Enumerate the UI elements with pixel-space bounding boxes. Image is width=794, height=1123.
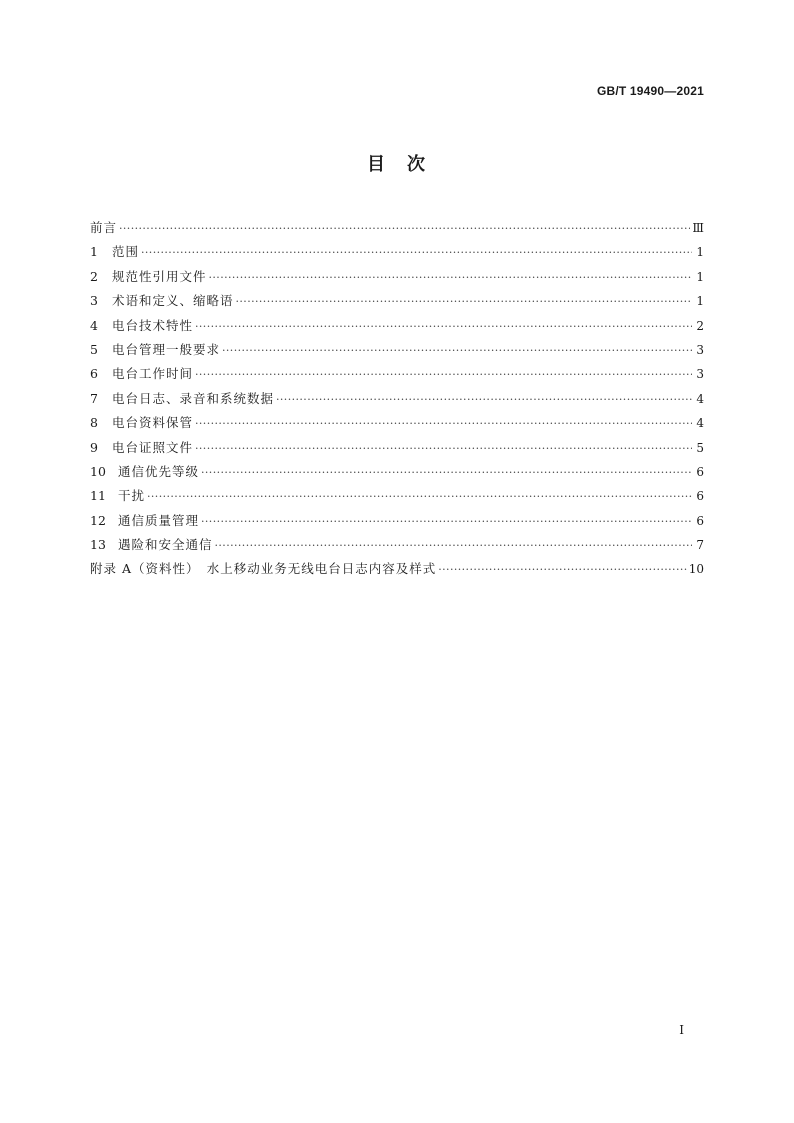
toc-entry-label: 范围 — [112, 244, 140, 260]
toc-entry-number: 9 — [90, 439, 98, 455]
toc-leader-dots — [195, 442, 692, 455]
toc-entry-4[interactable] — [90, 316, 704, 340]
toc-entry-number: 4 — [90, 317, 98, 333]
toc-entry-label: 附录 A（资料性） 水上移动业务无线电台日志内容及样式 — [90, 561, 437, 577]
toc-entry-label: 电台管理一般要求 — [112, 341, 221, 357]
toc-entry-2[interactable] — [90, 267, 704, 291]
toc-entry-1[interactable] — [90, 242, 704, 266]
toc-entry-5[interactable] — [90, 340, 704, 364]
toc-entry-page: 6 — [696, 464, 704, 479]
toc-leader-dots — [201, 515, 692, 528]
toc-leader-dots — [147, 490, 692, 503]
toc-entry-label: 通信质量管理 — [118, 512, 200, 528]
toc-leader-dots — [195, 320, 692, 333]
toc-entry-page: 4 — [696, 391, 704, 406]
toc-entry-foreword[interactable] — [90, 218, 704, 242]
toc-leader-dots — [215, 539, 692, 552]
toc-entry-10[interactable] — [90, 462, 704, 486]
toc-entry-number: 2 — [90, 268, 98, 284]
toc-entry-3[interactable] — [90, 291, 704, 315]
toc-entry-13[interactable] — [90, 535, 704, 559]
toc-entry-page: 2 — [696, 318, 704, 333]
toc-entry-number: 1 — [90, 244, 98, 260]
toc-entry-number: 8 — [90, 415, 98, 431]
toc-entry-number: 11 — [90, 488, 106, 504]
toc-leader-dots — [141, 246, 692, 259]
toc-entry-number: 6 — [90, 366, 98, 382]
toc-entry-label: 干扰 — [118, 488, 146, 504]
toc-entry-number: 3 — [90, 293, 98, 309]
toc-entry-12[interactable] — [90, 511, 704, 535]
toc-entry-page: 10 — [688, 562, 704, 577]
toc-entry-6[interactable] — [90, 364, 704, 388]
toc-entry-7[interactable] — [90, 389, 704, 413]
toc-entry-label: 电台技术特性 — [112, 317, 194, 333]
page-number: I — [679, 1023, 684, 1037]
toc-entry-number: 5 — [90, 341, 98, 357]
toc-entry-label: 电台日志、录音和系统数据 — [112, 390, 275, 406]
toc-entry-label: 前言 — [90, 220, 118, 235]
toc-entry-label: 通信优先等级 — [118, 463, 200, 479]
toc-entry-label: 术语和定义、缩略语 — [112, 293, 234, 309]
toc-entry-number: 7 — [90, 390, 98, 406]
toc-entry-annex-a[interactable] — [90, 559, 704, 583]
toc-entry-page: Ⅲ — [692, 221, 704, 235]
toc-leader-dots — [201, 466, 692, 479]
toc-entry-page: 6 — [696, 489, 704, 504]
toc-entry-page: 5 — [696, 440, 704, 455]
toc-entry-label: 电台证照文件 — [112, 439, 194, 455]
toc-entry-label: 遇险和安全通信 — [118, 537, 213, 553]
toc-leader-dots — [209, 271, 692, 284]
toc-leader-dots — [236, 295, 692, 308]
toc-title: 目 次 — [367, 154, 427, 175]
toc-entry-page: 1 — [696, 269, 704, 284]
toc-entry-number: 13 — [90, 537, 106, 553]
toc-entry-number: 10 — [90, 463, 106, 479]
toc-entry-11[interactable] — [90, 486, 704, 510]
document-code: GB/T 19490—2021 — [596, 84, 704, 98]
toc-entry-page: 4 — [696, 416, 704, 431]
toc-entry-label: 规范性引用文件 — [112, 268, 207, 284]
toc-list — [90, 218, 704, 584]
toc-entry-page: 3 — [696, 367, 704, 382]
toc-entry-8[interactable] — [90, 413, 704, 437]
toc-leader-dots — [276, 393, 692, 406]
toc-leader-dots — [195, 368, 692, 381]
toc-leader-dots — [438, 563, 686, 576]
toc-entry-number: 12 — [90, 512, 106, 528]
toc-leader-dots — [222, 344, 692, 357]
toc-leader-dots — [195, 417, 692, 430]
toc-entry-page: 1 — [696, 245, 704, 260]
toc-entry-page: 3 — [696, 342, 704, 357]
toc-entry-page: 6 — [696, 513, 704, 528]
toc-entry-9[interactable] — [90, 438, 704, 462]
toc-leader-dots — [119, 222, 690, 235]
toc-entry-page: 7 — [696, 538, 704, 553]
toc-entry-label: 电台工作时间 — [112, 366, 194, 382]
toc-entry-label: 电台资料保管 — [112, 415, 194, 431]
toc-entry-page: 1 — [696, 294, 704, 309]
